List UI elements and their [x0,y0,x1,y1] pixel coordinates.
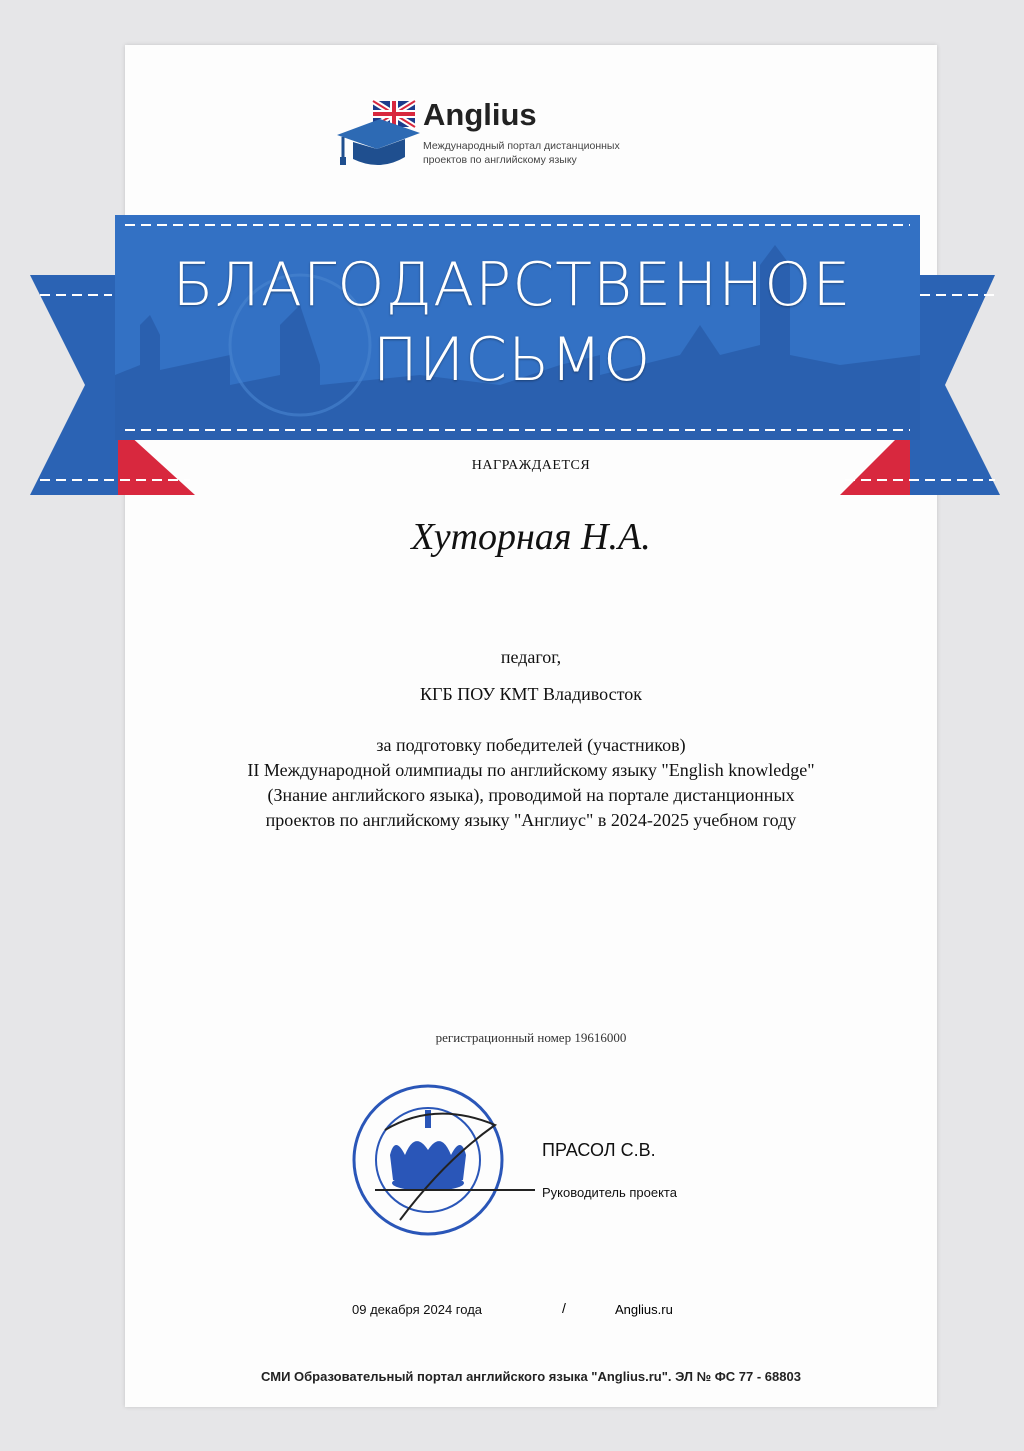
position: педагог, [500,647,562,667]
recipient-name: Хуторная Н.А. [411,516,651,558]
title-line-1: БЛАГОДАРСТВЕННОЕ [172,250,852,320]
reason-line: проектов по английскому языку "Англиус" в 2024-2025 учебном году [265,810,797,830]
separator: / [562,1300,566,1316]
reason-text [125,733,937,833]
site-link: Anglius.ru [615,1302,673,1317]
reason-line: (Знание английского языка), проводимой на портале дистанционных [267,785,795,805]
official-stamp [345,1080,535,1240]
issue-date: 09 декабря 2024 года [352,1302,483,1317]
anglius-logo [335,97,665,177]
registration-number: регистрационный номер 19616000 [435,1030,627,1045]
signer-role: Руководитель проекта [542,1185,677,1200]
reason-line: за подготовку победителей (участников) [376,735,686,755]
reason-line: II Международной олимпиады по английскому языку "English knowledge" [247,760,815,780]
logo-title: Anglius [423,97,537,132]
signer-name: ПРАСОЛ С.В. [542,1140,656,1160]
awarded-label: НАГРАЖДАЕТСЯ [471,458,591,473]
graduation-cap-flag-icon [335,97,425,172]
organization: КГБ ПОУ КМТ Владивосток [420,684,642,704]
logo-subtitle: Международный портал дистанционных проектов по английскому языку [423,140,620,166]
title-line-2: ПИСЬМО [372,325,652,395]
footer-registration: СМИ Образовательный портал английского языка "Anglius.ru". ЭЛ № ФС 77 - 68803 [261,1369,801,1384]
